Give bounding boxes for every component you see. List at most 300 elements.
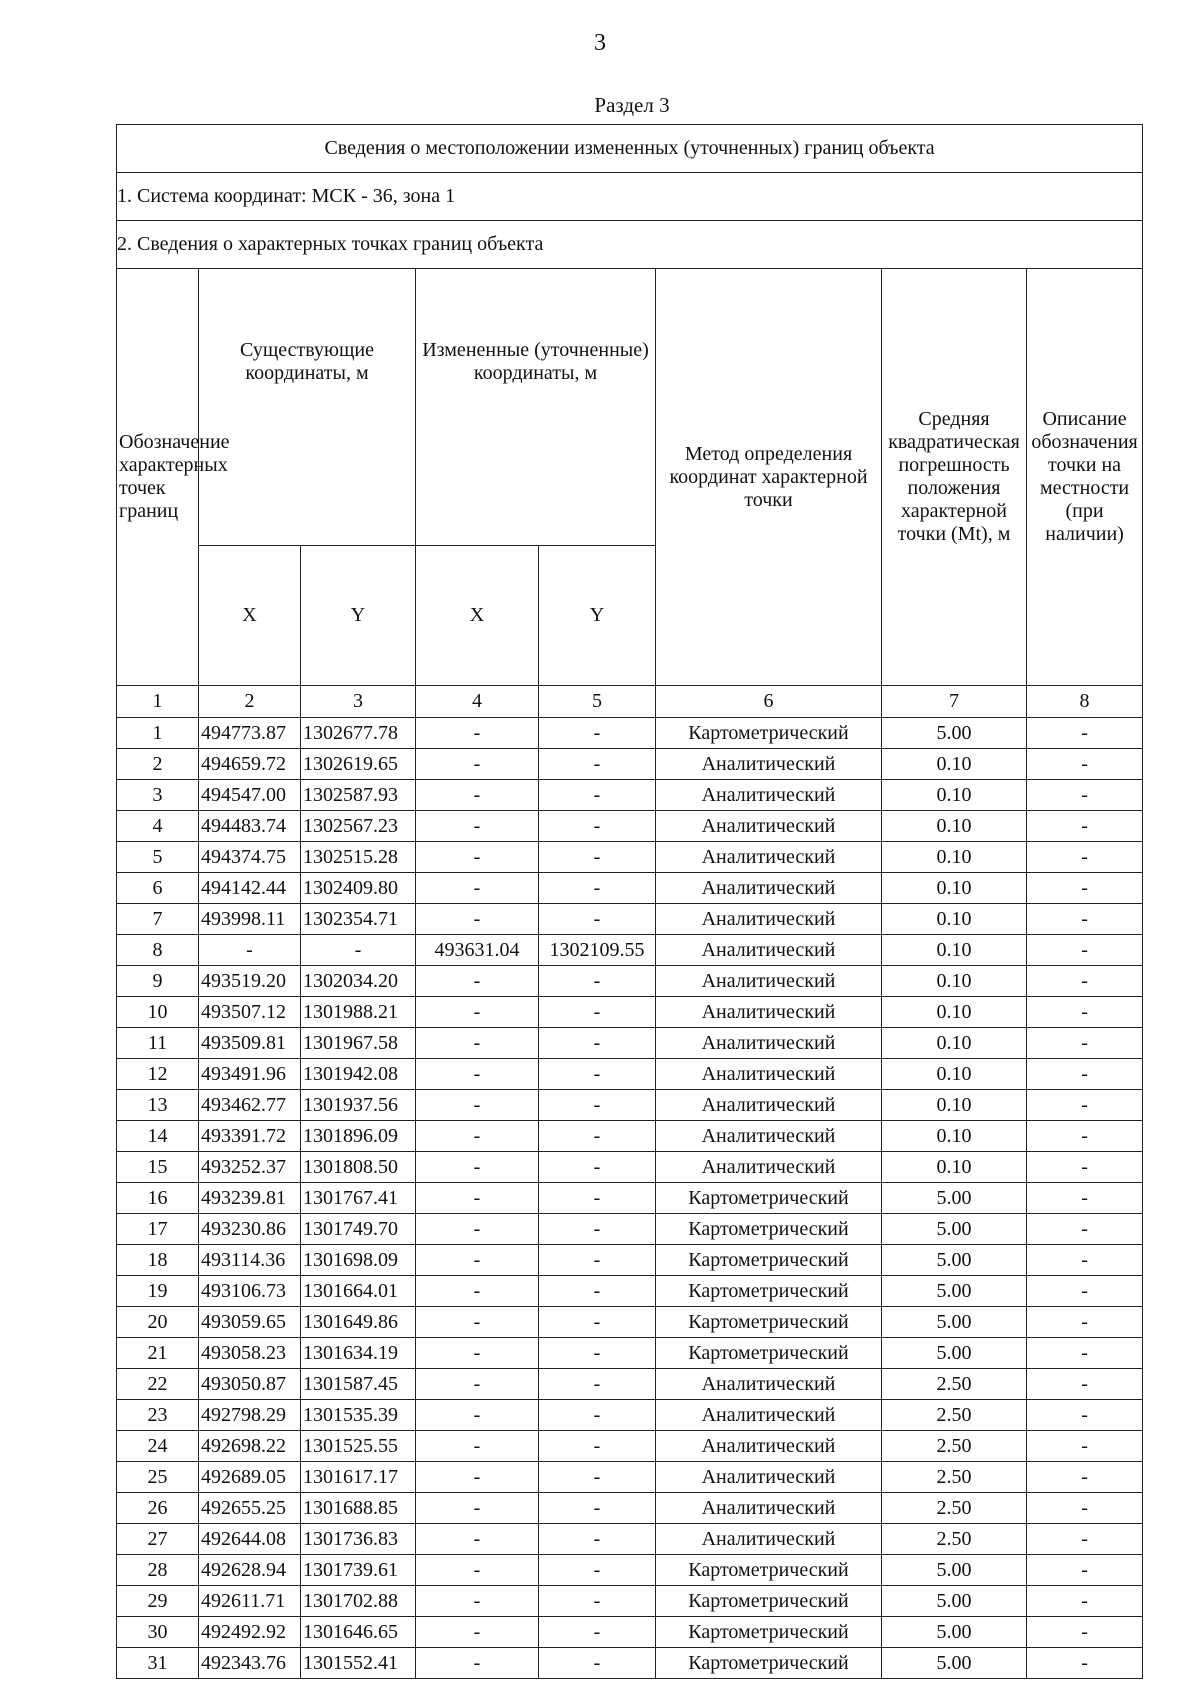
description-cell: - bbox=[1027, 1152, 1143, 1183]
existing-y-cell: 1302354.71 bbox=[301, 904, 416, 935]
changed-x-cell: - bbox=[416, 1431, 539, 1462]
column-number: 3 bbox=[301, 686, 416, 718]
point-number-cell: 31 bbox=[117, 1648, 199, 1679]
existing-y-cell: 1301664.01 bbox=[301, 1276, 416, 1307]
existing-x-cell: 493252.37 bbox=[199, 1152, 301, 1183]
table-row bbox=[117, 873, 1143, 904]
accuracy-cell: 5.00 bbox=[882, 1338, 1027, 1369]
accuracy-cell: 2.50 bbox=[882, 1524, 1027, 1555]
point-number-cell: 6 bbox=[117, 873, 199, 904]
method-cell: Аналитический bbox=[656, 1431, 882, 1462]
description-cell: - bbox=[1027, 1493, 1143, 1524]
description-cell: - bbox=[1027, 1090, 1143, 1121]
table-row bbox=[117, 842, 1143, 873]
description-cell: - bbox=[1027, 718, 1143, 749]
changed-x-cell: - bbox=[416, 780, 539, 811]
point-number-cell: 13 bbox=[117, 1090, 199, 1121]
changed-y-cell: - bbox=[539, 1338, 656, 1369]
existing-x-cell: 493391.72 bbox=[199, 1121, 301, 1152]
existing-y-cell: 1301688.85 bbox=[301, 1493, 416, 1524]
accuracy-cell: 2.50 bbox=[882, 1431, 1027, 1462]
accuracy-cell: 0.10 bbox=[882, 1059, 1027, 1090]
header-accuracy: Средняя квадратическая погрешность положения характерной точки (Mt), м bbox=[882, 269, 1027, 686]
point-number-cell: 26 bbox=[117, 1493, 199, 1524]
existing-y-cell: 1301739.61 bbox=[301, 1555, 416, 1586]
column-number: 6 bbox=[656, 686, 882, 718]
existing-y-cell: 1301617.17 bbox=[301, 1462, 416, 1493]
changed-x-cell: - bbox=[416, 1307, 539, 1338]
existing-y-cell: 1301587.45 bbox=[301, 1369, 416, 1400]
header-changed-y: Y bbox=[539, 546, 656, 686]
accuracy-cell: 5.00 bbox=[882, 1276, 1027, 1307]
method-cell: Картометрический bbox=[656, 1555, 882, 1586]
existing-y-cell: 1302619.65 bbox=[301, 749, 416, 780]
existing-x-cell: 493058.23 bbox=[199, 1338, 301, 1369]
accuracy-cell: 5.00 bbox=[882, 1586, 1027, 1617]
table-title: Сведения о местоположении измененных (уточненных) границ объекта bbox=[117, 125, 1143, 173]
changed-y-cell: - bbox=[539, 1617, 656, 1648]
existing-x-cell: 493519.20 bbox=[199, 966, 301, 997]
changed-x-cell: - bbox=[416, 997, 539, 1028]
coordinate-system: 1. Система координат: МСК - 36, зона 1 bbox=[117, 173, 1143, 221]
accuracy-cell: 5.00 bbox=[882, 1648, 1027, 1679]
method-cell: Аналитический bbox=[656, 1121, 882, 1152]
changed-x-cell: - bbox=[416, 873, 539, 904]
existing-y-cell: 1301535.39 bbox=[301, 1400, 416, 1431]
changed-x-cell: - bbox=[416, 1524, 539, 1555]
accuracy-cell: 5.00 bbox=[882, 1555, 1027, 1586]
changed-y-cell: - bbox=[539, 749, 656, 780]
accuracy-cell: 0.10 bbox=[882, 1090, 1027, 1121]
description-cell: - bbox=[1027, 966, 1143, 997]
point-number-cell: 24 bbox=[117, 1431, 199, 1462]
point-number-cell: 20 bbox=[117, 1307, 199, 1338]
existing-x-cell: 492655.25 bbox=[199, 1493, 301, 1524]
changed-x-cell: - bbox=[416, 1090, 539, 1121]
accuracy-cell: 5.00 bbox=[882, 1245, 1027, 1276]
description-cell: - bbox=[1027, 873, 1143, 904]
table-row bbox=[117, 1586, 1143, 1617]
method-cell: Аналитический bbox=[656, 935, 882, 966]
table-row bbox=[117, 1152, 1143, 1183]
description-cell: - bbox=[1027, 811, 1143, 842]
existing-y-cell: 1302034.20 bbox=[301, 966, 416, 997]
accuracy-cell: 0.10 bbox=[882, 749, 1027, 780]
changed-y-cell: - bbox=[539, 1059, 656, 1090]
description-cell: - bbox=[1027, 1276, 1143, 1307]
accuracy-cell: 2.50 bbox=[882, 1369, 1027, 1400]
accuracy-cell: 2.50 bbox=[882, 1493, 1027, 1524]
accuracy-cell: 2.50 bbox=[882, 1400, 1027, 1431]
existing-y-cell: 1301988.21 bbox=[301, 997, 416, 1028]
description-cell: - bbox=[1027, 780, 1143, 811]
table-row bbox=[117, 1059, 1143, 1090]
table-row bbox=[117, 1276, 1143, 1307]
header-existing-coords: Существующие координаты, м bbox=[199, 269, 416, 546]
changed-y-cell: - bbox=[539, 997, 656, 1028]
description-cell: - bbox=[1027, 1214, 1143, 1245]
changed-y-cell: - bbox=[539, 1431, 656, 1462]
point-number-cell: 18 bbox=[117, 1245, 199, 1276]
table-row bbox=[117, 811, 1143, 842]
existing-y-cell: 1301649.86 bbox=[301, 1307, 416, 1338]
existing-y-cell: 1301942.08 bbox=[301, 1059, 416, 1090]
description-cell: - bbox=[1027, 1431, 1143, 1462]
point-number-cell: 17 bbox=[117, 1214, 199, 1245]
existing-y-cell: 1301646.65 bbox=[301, 1617, 416, 1648]
changed-x-cell: - bbox=[416, 811, 539, 842]
changed-x-cell: - bbox=[416, 749, 539, 780]
existing-x-cell: 493509.81 bbox=[199, 1028, 301, 1059]
method-cell: Картометрический bbox=[656, 1648, 882, 1679]
accuracy-cell: 2.50 bbox=[882, 1462, 1027, 1493]
section-title: Раздел 3 bbox=[594, 93, 670, 117]
changed-y-cell: - bbox=[539, 873, 656, 904]
table-row bbox=[117, 1493, 1143, 1524]
changed-x-cell: - bbox=[416, 1059, 539, 1090]
table-row bbox=[117, 1121, 1143, 1152]
table-row bbox=[117, 780, 1143, 811]
table-row bbox=[117, 1090, 1143, 1121]
method-cell: Аналитический bbox=[656, 842, 882, 873]
table-row bbox=[117, 997, 1143, 1028]
description-cell: - bbox=[1027, 1028, 1143, 1059]
changed-x-cell: - bbox=[416, 1028, 539, 1059]
method-cell: Картометрический bbox=[656, 1214, 882, 1245]
changed-x-cell: - bbox=[416, 966, 539, 997]
existing-x-cell: 494374.75 bbox=[199, 842, 301, 873]
table-row bbox=[117, 749, 1143, 780]
changed-y-cell: - bbox=[539, 1245, 656, 1276]
method-cell: Картометрический bbox=[656, 1586, 882, 1617]
changed-y-cell: - bbox=[539, 1152, 656, 1183]
point-number-cell: 7 bbox=[117, 904, 199, 935]
existing-x-cell: 492698.22 bbox=[199, 1431, 301, 1462]
existing-y-cell: 1302515.28 bbox=[301, 842, 416, 873]
changed-x-cell: - bbox=[416, 1462, 539, 1493]
accuracy-cell: 0.10 bbox=[882, 966, 1027, 997]
table-row bbox=[117, 935, 1143, 966]
existing-x-cell: 494659.72 bbox=[199, 749, 301, 780]
method-cell: Аналитический bbox=[656, 1400, 882, 1431]
changed-x-cell: - bbox=[416, 1276, 539, 1307]
point-number-cell: 11 bbox=[117, 1028, 199, 1059]
existing-x-cell: 492628.94 bbox=[199, 1555, 301, 1586]
column-number: 7 bbox=[882, 686, 1027, 718]
table-row bbox=[117, 1028, 1143, 1059]
existing-y-cell: - bbox=[301, 935, 416, 966]
point-number-cell: 1 bbox=[117, 718, 199, 749]
description-cell: - bbox=[1027, 842, 1143, 873]
accuracy-cell: 5.00 bbox=[882, 1214, 1027, 1245]
accuracy-cell: 0.10 bbox=[882, 1028, 1027, 1059]
existing-y-cell: 1302677.78 bbox=[301, 718, 416, 749]
changed-y-cell: - bbox=[539, 1462, 656, 1493]
changed-x-cell: - bbox=[416, 1586, 539, 1617]
changed-x-cell: - bbox=[416, 1245, 539, 1276]
changed-x-cell: - bbox=[416, 1183, 539, 1214]
existing-x-cell: 492689.05 bbox=[199, 1462, 301, 1493]
table-row bbox=[117, 1648, 1143, 1679]
changed-x-cell: - bbox=[416, 1369, 539, 1400]
changed-y-cell: - bbox=[539, 1090, 656, 1121]
header-method: Метод определения координат характерной точки bbox=[656, 269, 882, 686]
changed-x-cell: 493631.04 bbox=[416, 935, 539, 966]
accuracy-cell: 0.10 bbox=[882, 1152, 1027, 1183]
method-cell: Картометрический bbox=[656, 1183, 882, 1214]
changed-y-cell: - bbox=[539, 1493, 656, 1524]
method-cell: Аналитический bbox=[656, 1493, 882, 1524]
changed-x-cell: - bbox=[416, 904, 539, 935]
table-row bbox=[117, 966, 1143, 997]
description-cell: - bbox=[1027, 749, 1143, 780]
existing-y-cell: 1302587.93 bbox=[301, 780, 416, 811]
method-cell: Аналитический bbox=[656, 1090, 882, 1121]
method-cell: Аналитический bbox=[656, 1524, 882, 1555]
existing-x-cell: 493050.87 bbox=[199, 1369, 301, 1400]
existing-x-cell: 493998.11 bbox=[199, 904, 301, 935]
accuracy-cell: 5.00 bbox=[882, 1307, 1027, 1338]
table-row bbox=[117, 1307, 1143, 1338]
table-row bbox=[117, 1617, 1143, 1648]
existing-y-cell: 1301896.09 bbox=[301, 1121, 416, 1152]
method-cell: Аналитический bbox=[656, 1462, 882, 1493]
changed-y-cell: - bbox=[539, 842, 656, 873]
accuracy-cell: 5.00 bbox=[882, 718, 1027, 749]
changed-x-cell: - bbox=[416, 1121, 539, 1152]
accuracy-cell: 0.10 bbox=[882, 997, 1027, 1028]
changed-y-cell: - bbox=[539, 1307, 656, 1338]
changed-y-cell: - bbox=[539, 904, 656, 935]
point-number-cell: 30 bbox=[117, 1617, 199, 1648]
changed-x-cell: - bbox=[416, 1214, 539, 1245]
method-cell: Аналитический bbox=[656, 1059, 882, 1090]
accuracy-cell: 5.00 bbox=[882, 1183, 1027, 1214]
method-cell: Аналитический bbox=[656, 811, 882, 842]
existing-y-cell: 1301525.55 bbox=[301, 1431, 416, 1462]
header-point: Обозначение характерных точек границ bbox=[117, 269, 199, 686]
table-row bbox=[117, 904, 1143, 935]
method-cell: Аналитический bbox=[656, 904, 882, 935]
accuracy-cell: 0.10 bbox=[882, 935, 1027, 966]
existing-y-cell: 1301552.41 bbox=[301, 1648, 416, 1679]
existing-y-cell: 1301937.56 bbox=[301, 1090, 416, 1121]
column-number: 5 bbox=[539, 686, 656, 718]
column-numbers-row bbox=[117, 686, 1143, 718]
changed-y-cell: - bbox=[539, 1121, 656, 1152]
existing-x-cell: 492644.08 bbox=[199, 1524, 301, 1555]
changed-x-cell: - bbox=[416, 1648, 539, 1679]
changed-y-cell: - bbox=[539, 1214, 656, 1245]
accuracy-cell: 0.10 bbox=[882, 904, 1027, 935]
description-cell: - bbox=[1027, 1307, 1143, 1338]
method-cell: Аналитический bbox=[656, 780, 882, 811]
method-cell: Аналитический bbox=[656, 1369, 882, 1400]
table-row bbox=[117, 1462, 1143, 1493]
changed-y-cell: - bbox=[539, 811, 656, 842]
point-number-cell: 15 bbox=[117, 1152, 199, 1183]
changed-y-cell: 1302109.55 bbox=[539, 935, 656, 966]
changed-y-cell: - bbox=[539, 1028, 656, 1059]
changed-y-cell: - bbox=[539, 1648, 656, 1679]
method-cell: Аналитический bbox=[656, 966, 882, 997]
description-cell: - bbox=[1027, 1648, 1143, 1679]
description-cell: - bbox=[1027, 997, 1143, 1028]
changed-x-cell: - bbox=[416, 1152, 539, 1183]
point-number-cell: 16 bbox=[117, 1183, 199, 1214]
existing-y-cell: 1302567.23 bbox=[301, 811, 416, 842]
existing-x-cell: 493491.96 bbox=[199, 1059, 301, 1090]
description-cell: - bbox=[1027, 1462, 1143, 1493]
existing-y-cell: 1301634.19 bbox=[301, 1338, 416, 1369]
accuracy-cell: 0.10 bbox=[882, 811, 1027, 842]
description-cell: - bbox=[1027, 935, 1143, 966]
changed-x-cell: - bbox=[416, 1493, 539, 1524]
point-number-cell: 27 bbox=[117, 1524, 199, 1555]
changed-y-cell: - bbox=[539, 1400, 656, 1431]
description-cell: - bbox=[1027, 1400, 1143, 1431]
description-cell: - bbox=[1027, 1369, 1143, 1400]
accuracy-cell: 0.10 bbox=[882, 1121, 1027, 1152]
point-number-cell: 23 bbox=[117, 1400, 199, 1431]
point-number-cell: 3 bbox=[117, 780, 199, 811]
changed-x-cell: - bbox=[416, 1555, 539, 1586]
header-existing-x: X bbox=[199, 546, 301, 686]
description-cell: - bbox=[1027, 1059, 1143, 1090]
existing-x-cell: 493239.81 bbox=[199, 1183, 301, 1214]
method-cell: Аналитический bbox=[656, 1152, 882, 1183]
changed-y-cell: - bbox=[539, 780, 656, 811]
existing-y-cell: 1301967.58 bbox=[301, 1028, 416, 1059]
table-row bbox=[117, 1183, 1143, 1214]
description-cell: - bbox=[1027, 1555, 1143, 1586]
column-number: 4 bbox=[416, 686, 539, 718]
existing-y-cell: 1301736.83 bbox=[301, 1524, 416, 1555]
point-number-cell: 14 bbox=[117, 1121, 199, 1152]
existing-x-cell: 493462.77 bbox=[199, 1090, 301, 1121]
existing-x-cell: 493230.86 bbox=[199, 1214, 301, 1245]
description-cell: - bbox=[1027, 1586, 1143, 1617]
method-cell: Аналитический bbox=[656, 873, 882, 904]
changed-x-cell: - bbox=[416, 1400, 539, 1431]
existing-x-cell: 492492.92 bbox=[199, 1617, 301, 1648]
point-number-cell: 19 bbox=[117, 1276, 199, 1307]
point-number-cell: 4 bbox=[117, 811, 199, 842]
column-number: 2 bbox=[199, 686, 301, 718]
table-row bbox=[117, 1524, 1143, 1555]
accuracy-cell: 0.10 bbox=[882, 842, 1027, 873]
page-number: 3 bbox=[594, 30, 606, 56]
point-number-cell: 22 bbox=[117, 1369, 199, 1400]
existing-y-cell: 1301698.09 bbox=[301, 1245, 416, 1276]
header-changed-x: X bbox=[416, 546, 539, 686]
method-cell: Картометрический bbox=[656, 1276, 882, 1307]
column-number: 8 bbox=[1027, 686, 1143, 718]
description-cell: - bbox=[1027, 1245, 1143, 1276]
changed-y-cell: - bbox=[539, 718, 656, 749]
point-number-cell: 2 bbox=[117, 749, 199, 780]
existing-x-cell: 493106.73 bbox=[199, 1276, 301, 1307]
method-cell: Аналитический bbox=[656, 997, 882, 1028]
table-body bbox=[117, 718, 1143, 1679]
existing-x-cell: 492343.76 bbox=[199, 1648, 301, 1679]
changed-x-cell: - bbox=[416, 1338, 539, 1369]
existing-x-cell: - bbox=[199, 935, 301, 966]
point-number-cell: 9 bbox=[117, 966, 199, 997]
table-row bbox=[117, 1431, 1143, 1462]
point-number-cell: 29 bbox=[117, 1586, 199, 1617]
description-cell: - bbox=[1027, 1338, 1143, 1369]
points-info-heading: 2. Сведения о характерных точках границ объекта bbox=[117, 221, 1143, 269]
method-cell: Картометрический bbox=[656, 718, 882, 749]
accuracy-cell: 5.00 bbox=[882, 1617, 1027, 1648]
changed-y-cell: - bbox=[539, 1369, 656, 1400]
accuracy-cell: 0.10 bbox=[882, 873, 1027, 904]
existing-x-cell: 493507.12 bbox=[199, 997, 301, 1028]
description-cell: - bbox=[1027, 1183, 1143, 1214]
header-existing-y: Y bbox=[301, 546, 416, 686]
changed-x-cell: - bbox=[416, 718, 539, 749]
method-cell: Картометрический bbox=[656, 1617, 882, 1648]
boundary-points-table bbox=[116, 124, 1143, 1679]
changed-y-cell: - bbox=[539, 1183, 656, 1214]
changed-y-cell: - bbox=[539, 966, 656, 997]
existing-x-cell: 493059.65 bbox=[199, 1307, 301, 1338]
point-number-cell: 8 bbox=[117, 935, 199, 966]
existing-y-cell: 1301749.70 bbox=[301, 1214, 416, 1245]
description-cell: - bbox=[1027, 904, 1143, 935]
header-description: Описание обозначения точки на местности (при наличии) bbox=[1027, 269, 1143, 686]
changed-y-cell: - bbox=[539, 1524, 656, 1555]
point-number-cell: 28 bbox=[117, 1555, 199, 1586]
header-changed-coords: Измененные (уточненные) координаты, м bbox=[416, 269, 656, 546]
existing-y-cell: 1301767.41 bbox=[301, 1183, 416, 1214]
existing-x-cell: 494547.00 bbox=[199, 780, 301, 811]
table-row bbox=[117, 1400, 1143, 1431]
existing-x-cell: 492798.29 bbox=[199, 1400, 301, 1431]
existing-y-cell: 1301702.88 bbox=[301, 1586, 416, 1617]
existing-x-cell: 494142.44 bbox=[199, 873, 301, 904]
existing-x-cell: 494773.87 bbox=[199, 718, 301, 749]
table-row bbox=[117, 1338, 1143, 1369]
point-number-cell: 12 bbox=[117, 1059, 199, 1090]
existing-x-cell: 494483.74 bbox=[199, 811, 301, 842]
column-number: 1 bbox=[117, 686, 199, 718]
table-row bbox=[117, 1245, 1143, 1276]
table-row bbox=[117, 1214, 1143, 1245]
method-cell: Картометрический bbox=[656, 1245, 882, 1276]
existing-y-cell: 1302409.80 bbox=[301, 873, 416, 904]
changed-y-cell: - bbox=[539, 1586, 656, 1617]
method-cell: Картометрический bbox=[656, 1307, 882, 1338]
changed-x-cell: - bbox=[416, 1617, 539, 1648]
description-cell: - bbox=[1027, 1121, 1143, 1152]
changed-x-cell: - bbox=[416, 842, 539, 873]
changed-y-cell: - bbox=[539, 1555, 656, 1586]
changed-y-cell: - bbox=[539, 1276, 656, 1307]
accuracy-cell: 0.10 bbox=[882, 780, 1027, 811]
point-number-cell: 5 bbox=[117, 842, 199, 873]
existing-x-cell: 492611.71 bbox=[199, 1586, 301, 1617]
point-number-cell: 10 bbox=[117, 997, 199, 1028]
table-row bbox=[117, 1555, 1143, 1586]
description-cell: - bbox=[1027, 1524, 1143, 1555]
existing-x-cell: 493114.36 bbox=[199, 1245, 301, 1276]
description-cell: - bbox=[1027, 1617, 1143, 1648]
existing-y-cell: 1301808.50 bbox=[301, 1152, 416, 1183]
table-row bbox=[117, 1369, 1143, 1400]
method-cell: Аналитический bbox=[656, 1028, 882, 1059]
